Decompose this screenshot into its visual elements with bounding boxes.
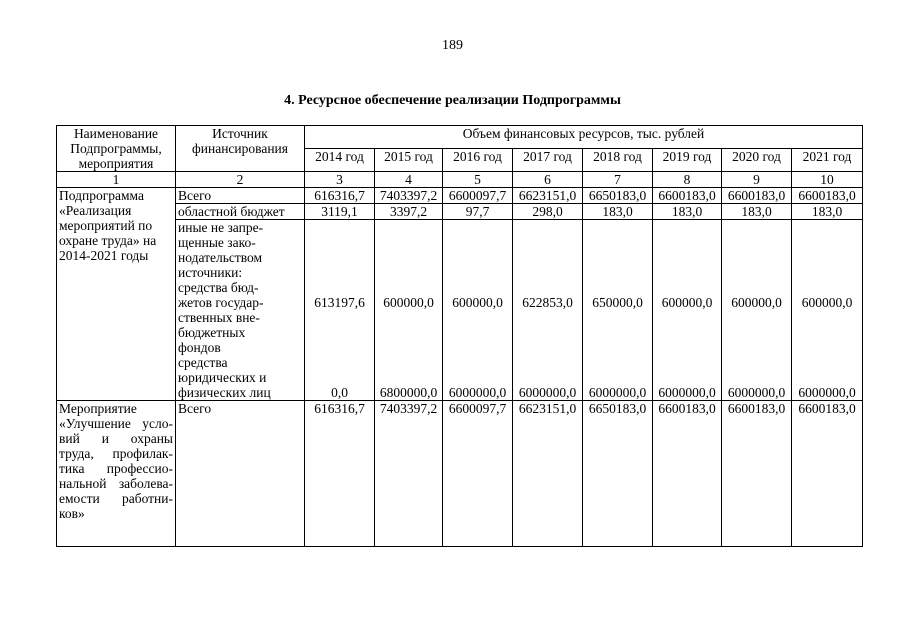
budget-funds-value: 600000,0	[801, 295, 853, 310]
other-sources-cell	[176, 220, 305, 401]
company-funds-value: 6800000,0	[379, 385, 438, 400]
other-sources-intro: иные не запре- щенные зако- нодательством источники:	[178, 220, 264, 280]
value-cell: 6600183,0	[722, 401, 792, 547]
year-header: 2018 год	[583, 149, 653, 172]
budget-funds-value: 600000,0	[731, 295, 782, 310]
value-cell: 6600183,0	[722, 188, 792, 204]
value-cell-group	[443, 220, 513, 401]
source-label: областной бюджет	[176, 204, 305, 220]
value-cell: 616316,7	[305, 401, 375, 547]
value-cell: 6650183,0	[583, 188, 653, 204]
value-cell: 616316,7	[305, 188, 375, 204]
company-funds-value: 6000000,0	[798, 385, 856, 400]
column-number: 9	[722, 172, 792, 188]
measure-name: Мероприятие «Улучшение усло-вий и охраны труда, профилак-тика профессио-нальной заболева-емости работни-ков»	[57, 401, 176, 547]
company-funds-label: средства юридических и физических лиц	[178, 355, 271, 400]
value-cell: 3119,1	[305, 204, 375, 220]
column-number: 4	[375, 172, 443, 188]
value-cell: 183,0	[792, 204, 863, 220]
column-number: 5	[443, 172, 513, 188]
table-row	[57, 188, 863, 204]
value-cell: 6600097,7	[443, 188, 513, 204]
value-cell-group	[513, 220, 583, 401]
value-cell: 6650183,0	[583, 401, 653, 547]
column-number: 8	[653, 172, 722, 188]
column-number: 10	[792, 172, 863, 188]
source-label: Всего	[176, 188, 305, 204]
column-number: 2	[176, 172, 305, 188]
value-cell-group	[583, 220, 653, 401]
year-header: 2020 год	[722, 149, 792, 172]
subprogram-name: Подпрограмма «Реализация мероприятий по охране труда» на 2014-2021 годы	[57, 188, 176, 401]
value-cell: 6600097,7	[443, 401, 513, 547]
value-cell: 97,7	[443, 204, 513, 220]
company-funds-value: 6000000,0	[727, 385, 786, 400]
value-cell: 6600183,0	[653, 188, 722, 204]
budget-funds-value: 622853,0	[522, 295, 573, 310]
column-number: 7	[583, 172, 653, 188]
column-number: 1	[57, 172, 176, 188]
company-funds-value: 6000000,0	[588, 385, 647, 400]
value-cell: 7403397,2	[375, 188, 443, 204]
value-cell-group	[375, 220, 443, 401]
column-number: 3	[305, 172, 375, 188]
header-row	[57, 126, 863, 149]
table-row	[57, 401, 863, 547]
value-cell-group	[792, 220, 863, 401]
value-cell-group	[722, 220, 792, 401]
year-header: 2021 год	[792, 149, 863, 172]
value-cell: 6600183,0	[792, 188, 863, 204]
company-funds-value: 6000000,0	[448, 385, 507, 400]
column-numbers-row	[57, 172, 863, 188]
budget-funds-value: 650000,0	[592, 295, 643, 310]
company-funds-value: 6000000,0	[658, 385, 716, 400]
value-cell: 6600183,0	[653, 401, 722, 547]
year-header: 2015 год	[375, 149, 443, 172]
company-funds-value: 0,0	[331, 385, 348, 400]
source-label: Всего	[176, 401, 305, 547]
budget-funds-value: 600000,0	[383, 295, 434, 310]
resource-table	[56, 125, 863, 547]
budget-funds-value: 600000,0	[661, 295, 713, 310]
year-header: 2016 год	[443, 149, 513, 172]
value-cell-group	[653, 220, 722, 401]
header-volume-col: Объем финансовых ресурсов, тыс. рублей	[305, 126, 863, 149]
year-header: 2017 год	[513, 149, 583, 172]
value-cell: 6623151,0	[513, 188, 583, 204]
budget-funds-value: 613197,6	[314, 295, 365, 310]
table-row	[57, 204, 863, 220]
budget-funds-value: 600000,0	[452, 295, 503, 310]
value-cell: 6623151,0	[513, 401, 583, 547]
header-name-col: Наименование Подпрограммы, мероприятия	[57, 126, 176, 172]
value-cell: 183,0	[583, 204, 653, 220]
value-cell: 3397,2	[375, 204, 443, 220]
header-source-col: Источник финансирования	[176, 126, 305, 172]
value-cell: 7403397,2	[375, 401, 443, 547]
value-cell: 183,0	[722, 204, 792, 220]
section-title: 4. Ресурсное обеспечение реализации Подпрограммы	[284, 93, 621, 108]
column-number: 6	[513, 172, 583, 188]
year-header: 2014 год	[305, 149, 375, 172]
budget-funds-label: средства бюд- жетов государ- ственных вне- бюджетных фондов	[178, 280, 264, 355]
value-cell: 6600183,0	[792, 401, 863, 547]
table-row	[57, 220, 863, 401]
company-funds-value: 6000000,0	[518, 385, 577, 400]
year-header: 2019 год	[653, 149, 722, 172]
page-number: 189	[442, 38, 463, 53]
value-cell-group	[305, 220, 375, 401]
value-cell: 183,0	[653, 204, 722, 220]
value-cell: 298,0	[513, 204, 583, 220]
